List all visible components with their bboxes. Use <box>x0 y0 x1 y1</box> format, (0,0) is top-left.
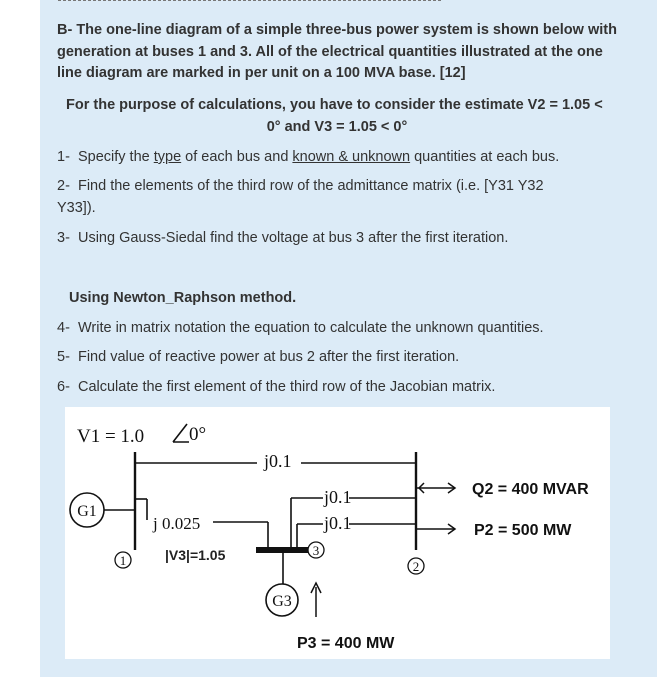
estimate-line-2: 0° and V3 = 1.05 < 0° <box>266 119 408 135</box>
v1-label: V1 = 1.0 <box>77 426 145 447</box>
p2-label: P2 = 500 MW <box>474 522 572 539</box>
impedance-3-2a: j0.1 <box>324 487 352 507</box>
question-2-cont: Y33]). <box>57 200 96 216</box>
question-4-text: Write in matrix notation the equation to calculate the unknown quantities. <box>77 320 544 336</box>
q2-label: Q2 = 400 MVAR <box>472 481 589 498</box>
question-3 <box>57 227 508 249</box>
impedance-3-2b: j0.1 <box>324 513 352 533</box>
generator-g3-label: G3 <box>272 593 292 610</box>
question-1-mid: of each bus and <box>181 149 293 165</box>
question-5-text: Find value of reactive power at bus 2 after the first iteration. <box>77 349 460 365</box>
question-2-number: 2- <box>57 178 70 194</box>
question-3-text: Using Gauss-Siedal find the voltage at bus 3 after the first iteration. <box>77 230 509 246</box>
question-2 <box>57 175 544 197</box>
question-6-number: 6- <box>57 379 70 395</box>
angle-icon <box>173 424 189 442</box>
question-5 <box>57 346 459 368</box>
question-1-post: quantities at each bus. <box>410 149 560 165</box>
question-1-known-term: known & unknown <box>292 149 411 165</box>
v3-magnitude: |V3|=1.05 <box>165 547 226 563</box>
v1-angle: 0° <box>189 424 207 445</box>
bus-1-number: 1 <box>119 553 127 568</box>
question-1-number: 1- <box>57 149 70 165</box>
question-2-text: Find the elements of the third row of the admittance matrix (i.e. [Y31 Y32 <box>77 178 544 194</box>
question-3-number: 3- <box>57 230 70 246</box>
impedance-1-2: j0.1 <box>264 451 292 471</box>
generator-g1-label: G1 <box>77 503 97 520</box>
impedance-1-3: j 0.025 <box>153 514 201 533</box>
estimate-line-1: For the purpose of calculations, you have to consider the estimate V2 = 1.05 < <box>66 97 603 113</box>
bus-2-number: 2 <box>412 559 420 574</box>
top-divider <box>58 0 441 1</box>
problem-heading: B- The one-line diagram of a simple three-bus power system is shown below with generation at buses 1 and 3. All of the electrical quantities illustrated at the one line diagram are marked in per unit on a 100 MVA base. [12] <box>57 22 617 81</box>
bus-3-number: 3 <box>312 543 320 558</box>
question-1 <box>57 146 559 168</box>
question-1-pre: Specify the <box>77 149 154 165</box>
question-6 <box>57 376 495 398</box>
question-6-text: Calculate the first element of the third row of the Jacobian matrix. <box>77 379 496 395</box>
p3-label: P3 = 400 MW <box>297 635 395 652</box>
question-5-number: 5- <box>57 349 70 365</box>
diagram-svg <box>65 407 610 659</box>
newton-raphson-heading: Using Newton_Raphson method. <box>69 290 297 306</box>
question-1-type-term: type <box>153 149 182 165</box>
question-4 <box>57 317 544 339</box>
one-line-diagram <box>65 407 610 659</box>
question-4-number: 4- <box>57 320 70 336</box>
